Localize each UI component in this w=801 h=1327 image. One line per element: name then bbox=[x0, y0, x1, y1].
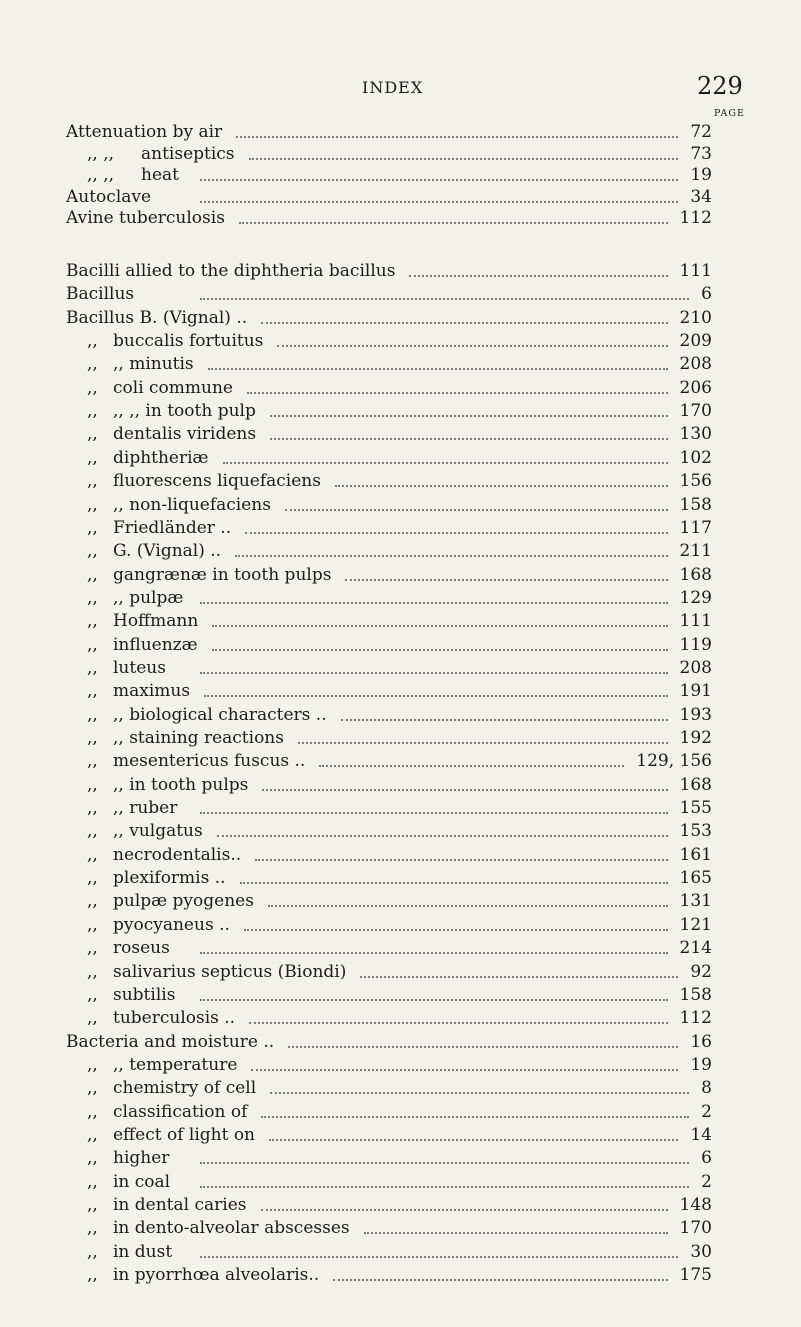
dot-leader bbox=[262, 789, 667, 791]
index-entry bbox=[0, 610, 801, 632]
ditto-mark: ,, bbox=[87, 1171, 98, 1192]
dot-leader bbox=[341, 719, 668, 721]
index-entry bbox=[0, 961, 801, 983]
dot-leader bbox=[270, 438, 667, 440]
entry-term: in dental caries bbox=[113, 1195, 247, 1215]
index-entry bbox=[0, 164, 801, 186]
dot-leader bbox=[200, 179, 678, 181]
entry-term: luteus bbox=[113, 657, 166, 678]
entry-term: in coal bbox=[113, 1171, 171, 1192]
entry-page-number: 19 bbox=[686, 1054, 712, 1076]
dot-leader bbox=[277, 345, 667, 347]
entry-page-number: 112 bbox=[676, 1007, 712, 1029]
dot-leader bbox=[285, 509, 668, 511]
entry-term: maximus bbox=[113, 681, 191, 702]
ditto-mark: ,, bbox=[87, 1195, 98, 1215]
entry-page-number: 168 bbox=[676, 564, 712, 586]
index-entry bbox=[0, 704, 801, 726]
index-entry bbox=[0, 587, 801, 609]
ditto-mark: ,, bbox=[87, 728, 98, 748]
index-entry bbox=[0, 1147, 801, 1169]
ditto-mark: ,, bbox=[87, 681, 98, 702]
entry-page-number: 153 bbox=[676, 820, 712, 842]
entry-term: Bacilli allied to the diphtheria bacillus bbox=[66, 261, 396, 281]
entry-term: ,, pulpæ bbox=[113, 587, 184, 608]
ditto-mark: ,, bbox=[87, 564, 98, 585]
dot-leader bbox=[288, 1046, 678, 1048]
entry-term: coli commune bbox=[113, 377, 233, 398]
page-header bbox=[0, 74, 801, 104]
index-entry bbox=[0, 353, 801, 375]
index-entry bbox=[0, 540, 801, 562]
dot-leader bbox=[200, 672, 668, 674]
dot-leader bbox=[261, 1116, 689, 1118]
dot-leader bbox=[270, 415, 668, 417]
dot-leader bbox=[269, 1139, 678, 1141]
entry-page-number: 131 bbox=[676, 890, 712, 912]
index-entry bbox=[0, 914, 801, 936]
entry-page-number: 6 bbox=[697, 1147, 712, 1169]
entry-page-number: 168 bbox=[676, 774, 712, 796]
entry-page-number: 72 bbox=[686, 121, 712, 143]
dot-leader bbox=[236, 136, 678, 138]
index-entry bbox=[0, 1241, 801, 1263]
entry-page-number: 73 bbox=[686, 143, 712, 165]
entry-term: higher bbox=[113, 1148, 170, 1169]
dot-leader bbox=[364, 1232, 668, 1234]
entry-term: Avine tuberculosis bbox=[66, 208, 225, 229]
entry-term: gangrænæ in tooth pulps bbox=[113, 564, 332, 585]
index-entry bbox=[0, 283, 801, 305]
index-entry bbox=[0, 517, 801, 539]
index-entry bbox=[0, 1217, 801, 1239]
index-entry bbox=[0, 377, 801, 399]
ditto-mark: ,, bbox=[87, 774, 98, 795]
dot-leader bbox=[247, 392, 668, 394]
ditto-mark: ,, bbox=[87, 424, 98, 445]
ditto-mark: ,, bbox=[87, 704, 98, 725]
ditto-mark: ,, bbox=[87, 891, 98, 912]
entry-term: in pyorrhœa alveolaris.. bbox=[113, 1265, 320, 1286]
dot-leader bbox=[200, 602, 668, 604]
dot-leader bbox=[249, 1022, 667, 1024]
entry-term: tuberculosis .. bbox=[113, 1008, 236, 1029]
index-entry bbox=[0, 797, 801, 819]
index-entry bbox=[0, 564, 801, 586]
entry-term: effect of light on bbox=[113, 1124, 256, 1145]
index-entry bbox=[0, 1031, 801, 1053]
dot-leader bbox=[235, 555, 667, 557]
ditto-mark: ,, bbox=[87, 634, 98, 655]
entry-page-number: 148 bbox=[676, 1194, 712, 1216]
entry-page-number: 156 bbox=[676, 470, 712, 492]
page-number: 229 bbox=[697, 72, 743, 100]
ditto-mark: ,, bbox=[87, 354, 98, 375]
dot-leader bbox=[261, 1209, 668, 1211]
index-entry bbox=[0, 447, 801, 469]
index-entry bbox=[0, 1264, 801, 1286]
entry-term: ,, in tooth pulps bbox=[113, 774, 249, 795]
entry-term: salivarius septicus (Biondi) bbox=[113, 961, 347, 982]
ditto-mark: ,, bbox=[87, 821, 98, 842]
index-entry bbox=[0, 423, 801, 445]
dot-leader bbox=[270, 1092, 689, 1094]
entry-page-number: 2 bbox=[697, 1171, 712, 1193]
dot-leader bbox=[212, 625, 667, 627]
entry-term: Friedländer .. bbox=[113, 517, 232, 538]
entry-term: dentalis viridens bbox=[113, 424, 257, 445]
entry-page-number: 8 bbox=[697, 1077, 712, 1099]
index-entry bbox=[0, 470, 801, 492]
entry-page-number: 161 bbox=[676, 844, 712, 866]
ditto-mark: ,, bbox=[87, 331, 98, 352]
dot-leader bbox=[268, 905, 668, 907]
entry-term: pyocyaneus .. bbox=[113, 914, 230, 935]
entry-page-number: 129, 156 bbox=[632, 750, 712, 772]
dot-leader bbox=[249, 158, 679, 160]
entry-page-number: 2 bbox=[697, 1101, 712, 1123]
entry-page-number: 175 bbox=[676, 1264, 712, 1286]
dot-leader bbox=[240, 882, 668, 884]
dot-leader bbox=[200, 1186, 689, 1188]
entry-term: necrodentalis.. bbox=[113, 844, 242, 865]
index-entry bbox=[0, 1171, 801, 1193]
ditto-mark: ,, bbox=[87, 914, 98, 935]
ditto-mark: ,, bbox=[87, 798, 98, 819]
entry-term: ,, staining reactions bbox=[113, 728, 284, 748]
entry-page-number: 14 bbox=[686, 1124, 712, 1146]
ditto-mark: ,, bbox=[87, 517, 98, 538]
entry-page-number: 208 bbox=[676, 353, 712, 375]
entry-term: Attenuation by air bbox=[66, 122, 223, 142]
entry-page-number: 155 bbox=[676, 797, 712, 819]
entry-page-number: 192 bbox=[676, 727, 712, 749]
entry-term: mesentericus fuscus .. bbox=[113, 751, 306, 772]
ditto-mark: ,, bbox=[87, 844, 98, 865]
entry-term: antiseptics bbox=[141, 143, 235, 164]
entry-page-number: 208 bbox=[676, 657, 712, 679]
entry-page-number: 206 bbox=[676, 377, 712, 399]
dot-leader bbox=[217, 835, 668, 837]
entry-term: in dento-alveolar abscesses bbox=[113, 1218, 350, 1239]
entry-term: roseus bbox=[113, 938, 170, 959]
entry-term: ,, non-liquefaciens bbox=[113, 494, 271, 515]
dot-leader bbox=[409, 275, 667, 277]
dot-leader bbox=[200, 298, 689, 300]
entry-term: pulpæ pyogenes bbox=[113, 891, 254, 912]
entry-page-number: 193 bbox=[676, 704, 712, 726]
dot-leader bbox=[212, 649, 668, 651]
entry-term: G. (Vignal) .. bbox=[113, 541, 222, 562]
ditto-mark: ,, bbox=[87, 984, 98, 1005]
index-entry bbox=[0, 890, 801, 912]
dot-leader bbox=[244, 929, 668, 931]
index-entry bbox=[0, 657, 801, 679]
entry-page-number: 121 bbox=[676, 914, 712, 936]
entry-page-number: 209 bbox=[676, 330, 712, 352]
dot-leader bbox=[245, 532, 667, 534]
entry-page-number: 117 bbox=[676, 517, 712, 539]
ditto-mark: ,, bbox=[87, 751, 98, 772]
entry-term: Bacillus bbox=[66, 284, 135, 305]
index-entry bbox=[0, 186, 801, 208]
ditto-mark: ,, bbox=[87, 961, 98, 982]
entry-term: chemistry of cell bbox=[113, 1078, 257, 1099]
index-entry bbox=[0, 1007, 801, 1029]
dot-leader bbox=[360, 976, 678, 978]
index-entry bbox=[0, 207, 801, 229]
index-entry bbox=[0, 984, 801, 1006]
entry-page-number: 119 bbox=[676, 634, 712, 656]
index-entry bbox=[0, 330, 801, 352]
entry-term: fluorescens liquefaciens bbox=[113, 471, 321, 492]
entry-term: subtilis bbox=[113, 984, 176, 1005]
index-entry bbox=[0, 400, 801, 422]
dot-leader bbox=[200, 812, 668, 814]
ditto-mark: ,, bbox=[87, 1218, 98, 1239]
index-entry bbox=[0, 844, 801, 866]
ditto-mark: ,, ,, bbox=[87, 165, 115, 186]
index-entry bbox=[0, 1077, 801, 1099]
entry-page-number: 158 bbox=[676, 494, 712, 516]
ditto-mark: ,, bbox=[87, 1008, 98, 1029]
ditto-mark: ,, bbox=[87, 657, 98, 678]
ditto-mark: ,, ,, bbox=[87, 143, 115, 164]
ditto-mark: ,, bbox=[87, 401, 98, 422]
entry-page-number: 30 bbox=[686, 1241, 712, 1263]
ditto-mark: ,, bbox=[87, 447, 98, 468]
ditto-mark: ,, bbox=[87, 1078, 98, 1099]
entry-term: buccalis fortuitus bbox=[113, 331, 264, 352]
ditto-mark: ,, bbox=[87, 1148, 98, 1169]
entry-page-number: 211 bbox=[676, 540, 712, 562]
entry-page-number: 6 bbox=[697, 283, 712, 305]
entry-page-number: 210 bbox=[676, 307, 712, 329]
index-entry bbox=[0, 727, 801, 749]
entry-page-number: 16 bbox=[686, 1031, 712, 1053]
index-entry bbox=[0, 634, 801, 656]
ditto-mark: ,, bbox=[87, 1054, 98, 1075]
entry-term: Autoclave bbox=[66, 186, 152, 207]
ditto-mark: ,, bbox=[87, 541, 98, 562]
index-entry bbox=[0, 121, 801, 143]
entry-term: ,, vulgatus bbox=[113, 821, 203, 842]
dot-leader bbox=[200, 999, 668, 1001]
dot-leader bbox=[223, 462, 668, 464]
dot-leader bbox=[255, 859, 667, 861]
entry-page-number: 191 bbox=[676, 680, 712, 702]
entry-page-number: 111 bbox=[676, 610, 712, 632]
entry-page-number: 129 bbox=[676, 587, 712, 609]
ditto-mark: ,, bbox=[87, 587, 98, 608]
running-title: INDEX bbox=[362, 78, 424, 97]
entry-page-number: 34 bbox=[686, 186, 712, 208]
ditto-mark: ,, bbox=[87, 938, 98, 959]
page-column-label: PAGE bbox=[714, 108, 745, 119]
dot-leader bbox=[345, 579, 667, 581]
entry-term: influenzæ bbox=[113, 634, 198, 655]
ditto-mark: ,, bbox=[87, 1241, 98, 1262]
dot-leader bbox=[333, 1279, 667, 1281]
entry-term: ,, biological characters .. bbox=[113, 704, 327, 725]
index-entry bbox=[0, 774, 801, 796]
entry-page-number: 130 bbox=[676, 423, 712, 445]
entry-term: ,, ruber bbox=[113, 798, 178, 819]
ditto-mark: ,, bbox=[87, 1124, 98, 1145]
ditto-mark: ,, bbox=[87, 1101, 98, 1122]
dot-leader bbox=[200, 952, 668, 954]
ditto-mark: ,, bbox=[87, 377, 98, 398]
dot-leader bbox=[298, 742, 668, 744]
dot-leader bbox=[239, 222, 668, 224]
dot-leader bbox=[319, 765, 624, 767]
dot-leader bbox=[261, 322, 667, 324]
index-entry bbox=[0, 680, 801, 702]
index-entry bbox=[0, 820, 801, 842]
entry-term: ,, ,, in tooth pulp bbox=[113, 401, 256, 422]
dot-leader bbox=[335, 485, 668, 487]
index-entry bbox=[0, 307, 801, 329]
dot-leader bbox=[200, 1162, 689, 1164]
index-entry bbox=[0, 260, 801, 282]
entry-term: in dust bbox=[113, 1241, 173, 1262]
dot-leader bbox=[204, 695, 667, 697]
entry-term: heat bbox=[141, 165, 179, 186]
ditto-mark: ,, bbox=[87, 471, 98, 492]
index-entry bbox=[0, 750, 801, 772]
entry-page-number: 158 bbox=[676, 984, 712, 1006]
entry-term: Bacteria and moisture .. bbox=[66, 1031, 275, 1052]
entry-page-number: 165 bbox=[676, 867, 712, 889]
entry-term: Bacillus B. (Vignal) .. bbox=[66, 307, 248, 328]
entry-term: ,, minutis bbox=[113, 354, 194, 375]
entry-term: diphtheriæ bbox=[113, 447, 209, 468]
index-entry bbox=[0, 1194, 801, 1216]
index-entry bbox=[0, 494, 801, 516]
entry-term: classification of bbox=[113, 1101, 248, 1122]
entry-page-number: 111 bbox=[676, 260, 712, 282]
ditto-mark: ,, bbox=[87, 494, 98, 515]
dot-leader bbox=[208, 368, 668, 370]
index-entry bbox=[0, 143, 801, 165]
dot-leader bbox=[251, 1069, 678, 1071]
entry-term: Hoffmann bbox=[113, 611, 199, 632]
index-entry bbox=[0, 1101, 801, 1123]
index-entry bbox=[0, 1054, 801, 1076]
entry-page-number: 92 bbox=[686, 961, 712, 983]
entry-page-number: 170 bbox=[676, 400, 712, 422]
entry-page-number: 19 bbox=[686, 164, 712, 186]
entry-term: ,, temperature bbox=[113, 1054, 238, 1075]
entry-page-number: 170 bbox=[676, 1217, 712, 1239]
entry-page-number: 214 bbox=[676, 937, 712, 959]
ditto-mark: ,, bbox=[87, 1265, 98, 1286]
index-entry bbox=[0, 1124, 801, 1146]
index-entry bbox=[0, 867, 801, 889]
entry-page-number: 102 bbox=[676, 447, 712, 469]
ditto-mark: ,, bbox=[87, 611, 98, 632]
ditto-mark: ,, bbox=[87, 868, 98, 889]
entry-term: plexiformis .. bbox=[113, 868, 226, 889]
dot-leader bbox=[200, 201, 678, 203]
dot-leader bbox=[200, 1256, 678, 1258]
index-entry bbox=[0, 937, 801, 959]
entry-page-number: 112 bbox=[676, 207, 712, 229]
